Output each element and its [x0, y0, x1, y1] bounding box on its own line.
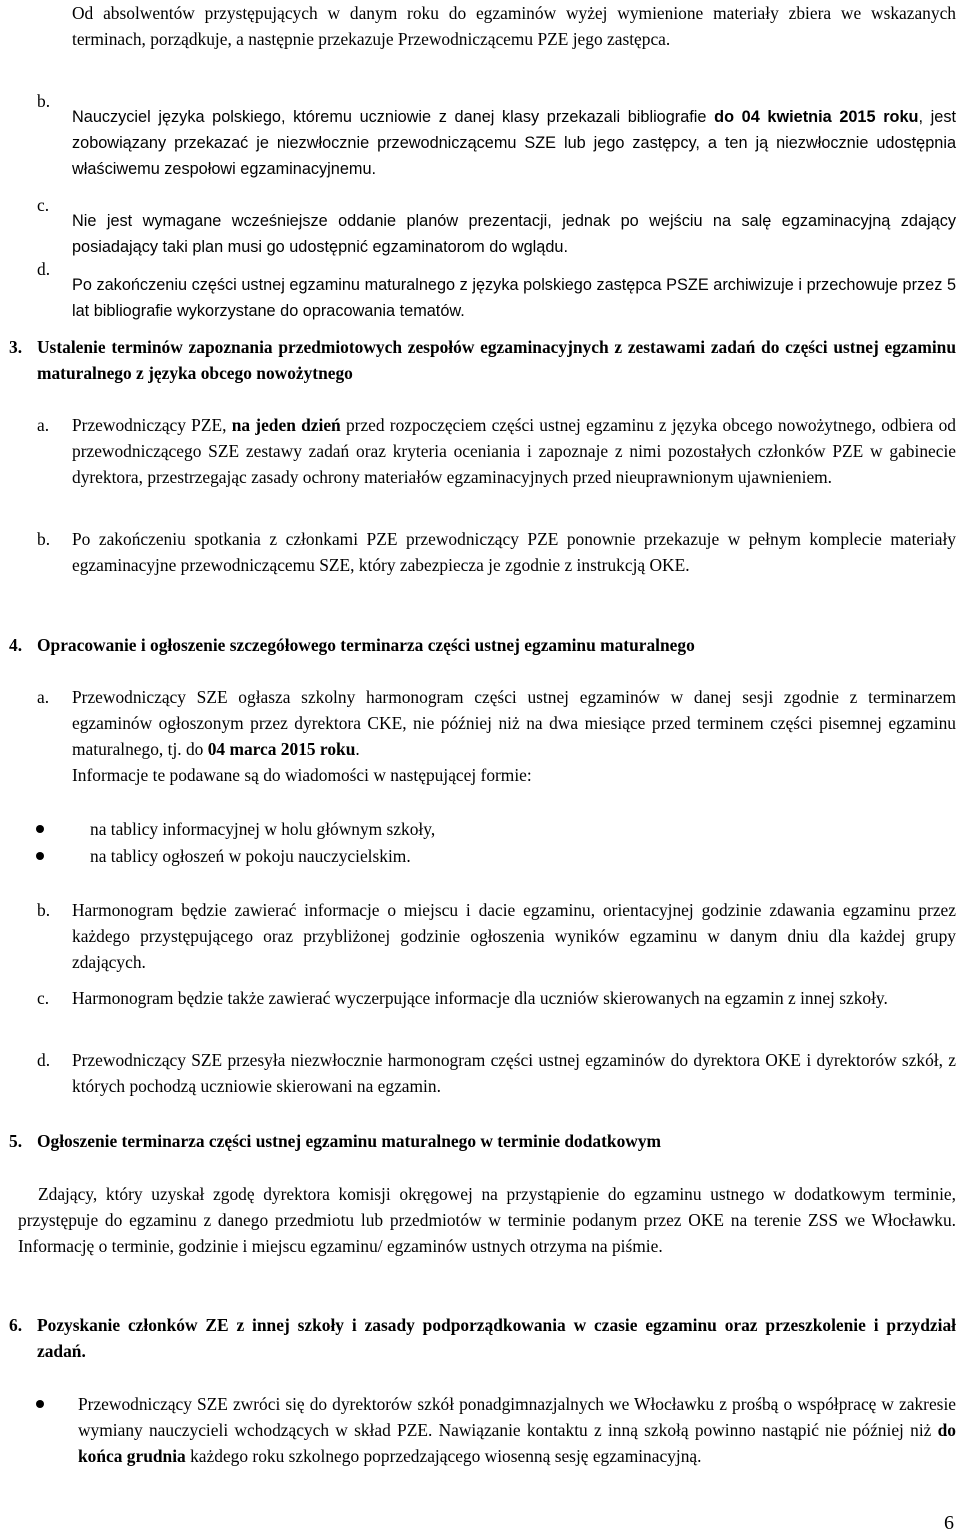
item-4a — [37, 684, 956, 788]
item-text: Przewodniczący PZE, na jeden dzień przed rozpoczęciem części ustnej egzaminu z języka obcego nowożytnego, odbiera od przewodniczącego SZE zestawy zadań oraz kryteria oceniania i zapoznaje z nimi pozostałych członków PZE w gabinecie dyrektora, przestrzegając zasady ochrony materiałów egzaminacyjnych przed nieuprawnionym ujawnieniem. — [72, 415, 956, 487]
item-label: c. — [37, 195, 50, 215]
item-text: Nauczyciel języka polskiego, któremu uczniowie z danej klasy przekazali bibliografie do 04 kwietnia 2015 roku, jest zobowiązany przekazać je niezwłocznie przewodniczącemu SZE lub jego zastępcy, a ten ją niezwłocznie udostępnia właściwemu zespołowi egzaminacyjnemu. — [72, 108, 956, 179]
deadline-bold: do końca grudnia — [78, 1420, 956, 1466]
section-3-heading — [9, 334, 956, 386]
section-5-paragraph: Zdający, który uzyskał zgodę dyrektora komisji okręgowej na przystąpienie do egzaminu ustnego w dodatkowym terminie, przystępuje do egzaminu z danego przedmiotu lub przedmiotów w terminie podanym przez OKE na terenie ZSS we Włocławku. Informację o terminie, godzinie i miejscu egzaminu/ egzaminów ustnych otrzyma na piśmie. — [18, 1184, 956, 1256]
item-label: b. — [37, 91, 51, 111]
item-label: b. — [37, 900, 51, 920]
bullet-item — [36, 1391, 956, 1469]
section-title: Pozyskanie członków ZE z innej szkoły i zasady podporządkowania w czasie egzaminu oraz przeszkolenie i przydział zadań. — [37, 1315, 956, 1361]
item-label: c. — [37, 988, 50, 1008]
bullet-text: Przewodniczący SZE zwróci się do dyrektorów szkół ponadgimnazjalnych we Włocławku z prośbą o współpracę w zakresie wymiany nauczycieli wchodzących w skład PZE. Nawiązanie kontaktu z inną szkołą powinno nastąpić nie później niż do końca grudnia każdego roku szkolnego poprzedzającego wiosenną sesję egzaminacyjną. — [78, 1394, 956, 1466]
item-label: a. — [37, 415, 50, 435]
section-number: 6. — [9, 1315, 23, 1335]
item-text: Przewodniczący SZE ogłasza szkolny harmonogram części ustnej egzaminów w danej sesji zgodnie z terminarzem egzaminów ogłoszonym przez dyrektora CKE, nie później niż na dwa miesiące przed terminem części pisemnej egzaminu maturalnego, tj. do 04 marca 2015 roku. — [72, 687, 956, 759]
item-3a — [37, 412, 956, 490]
deadline-bold: do 04 kwietnia 2015 roku — [714, 108, 919, 127]
item-text: Nie jest wymagane wcześniejsze oddanie planów prezentacji, jednak po wejściu na salę egzaminacyjną zdający posiadający taki plan musi go udostępnić egzaminatorom do wglądu. — [72, 212, 956, 257]
date-bold: 04 marca 2015 roku — [207, 739, 356, 759]
section-number: 4. — [9, 635, 23, 655]
bullet-icon — [36, 852, 44, 860]
item-2d — [37, 256, 956, 341]
item-label: b. — [37, 529, 51, 549]
item-label: a. — [37, 687, 50, 707]
item-label: d. — [37, 1050, 51, 1070]
intro-paragraph: Od absolwentów przystępujących w danym roku do egzaminów wyżej wymienione materiały zbiera we wskazanych terminach, porządkuje, a następnie przekazuje Przewodniczącemu PZE jego zastępca. — [72, 3, 956, 49]
section-4-heading — [9, 632, 956, 658]
section-title: Ustalenie terminów zapoznania przedmiotowych zespołów egzaminacyjnych z zestawami zadań do części ustnej egzaminu maturalnego z języka obcego nowożytnego — [37, 337, 956, 383]
bullet-text: na tablicy ogłoszeń w pokoju nauczycielskim. — [90, 846, 411, 866]
item-text: Przewodniczący SZE przesyła niezwłocznie harmonogram części ustnej egzaminów do dyrektora OKE i dyrektorów szkół, z których pochodzą uczniowie skierowani na egzamin. — [72, 1050, 956, 1096]
section-number: 3. — [9, 337, 23, 357]
section-5-heading — [9, 1128, 956, 1154]
page-number: 6 — [944, 1512, 954, 1534]
bullet-icon — [36, 825, 44, 833]
item-3b — [37, 526, 956, 578]
bullet-item — [36, 816, 956, 842]
section-number: 5. — [9, 1131, 23, 1151]
item-text: Po zakończeniu części ustnej egzaminu maturalnego z języka polskiego zastępca PSZE archiwizuje i przechowuje przez 5 lat bibliografie wykorzystane do opracowania tematów. — [72, 276, 956, 321]
item-text-line2: Informacje te podawane są do wiadomości w następującej formie: — [72, 765, 532, 785]
bullet-icon — [36, 1400, 44, 1408]
item-2b — [37, 88, 956, 199]
section-6-heading — [9, 1312, 956, 1364]
item-4c — [37, 985, 956, 1011]
item-label: d. — [37, 259, 51, 279]
item-4d — [37, 1047, 956, 1099]
item-4b — [37, 897, 956, 975]
item-text: Harmonogram będzie zawierać informacje o miejscu i dacie egzaminu, orientacyjnej godzinie zdawania egzaminu przez każdego przystępującego oraz przybliżonej godzinie ogłoszenia wyników egzaminu w danym dniu dla każdej grupy zdających. — [72, 900, 956, 972]
section-title: Opracowanie i ogłoszenie szczegółowego terminarza części ustnej egzaminu maturalnego — [37, 635, 695, 655]
item-text: Harmonogram będzie także zawierać wyczerpujące informacje dla uczniów skierowanych na egzamin z innej szkoły. — [72, 988, 888, 1008]
item-text: Po zakończeniu spotkania z członkami PZE przewodniczący PZE ponownie przekazuje w pełnym komplecie materiały egzaminacyjne przewodniczącemu SZE, który zabezpiecza je zgodnie z instrukcją OKE. — [72, 529, 956, 575]
section-title: Ogłoszenie terminarza części ustnej egzaminu maturalnego w terminie dodatkowym — [37, 1131, 662, 1151]
time-bold: na jeden dzień — [231, 415, 341, 435]
bullet-text: na tablicy informacyjnej w holu głównym szkoły, — [90, 819, 436, 839]
bullet-item — [36, 843, 956, 869]
